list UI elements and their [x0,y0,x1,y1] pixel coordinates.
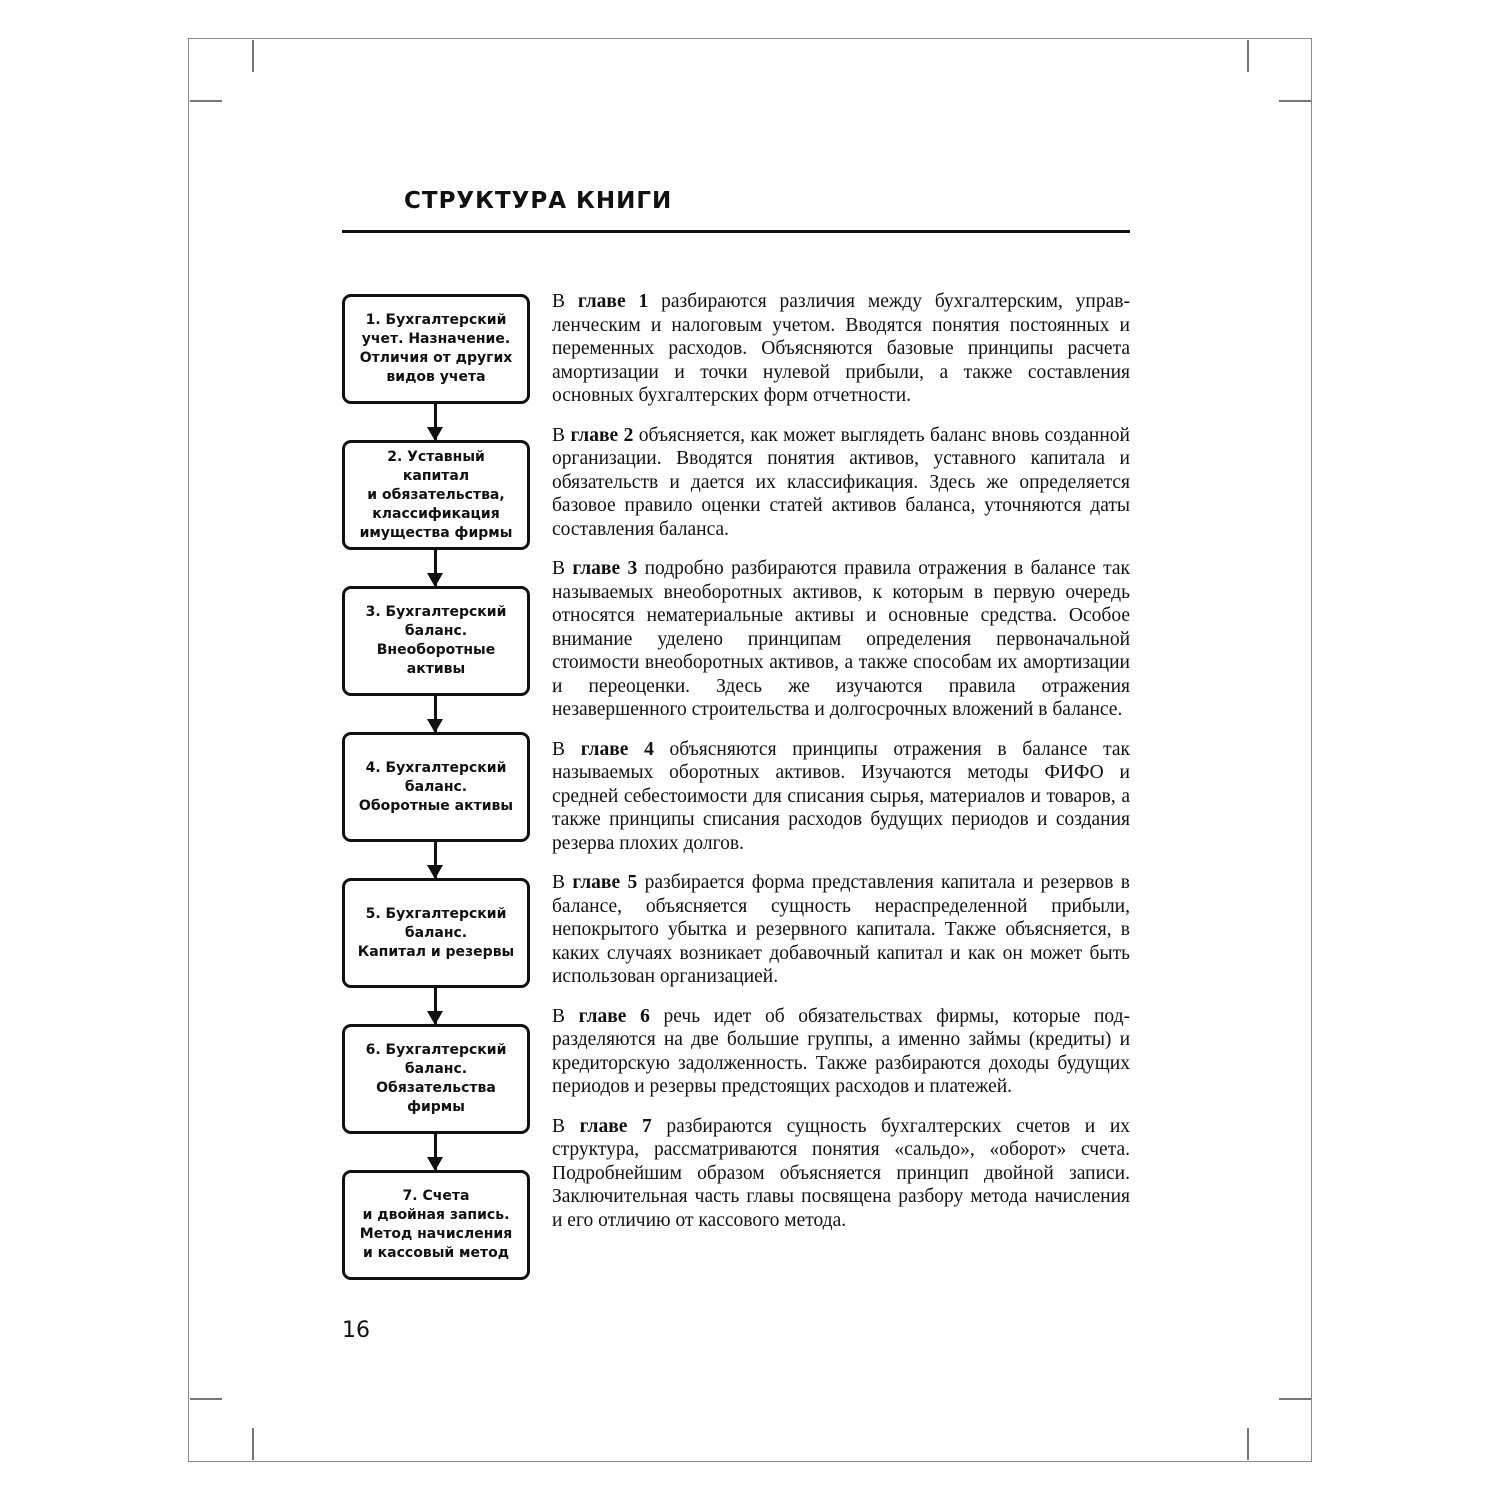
chapter-label: главе 3 [572,558,638,579]
crop-mark [190,100,222,102]
flow-arrow-down [434,404,437,440]
chapter-label: главе 5 [572,872,638,893]
flow-arrow-down [434,842,437,878]
chapter-label: главе 2 [570,424,634,446]
flow-step-3: 3. Бухгалтерский баланс. Внеоборотные активы [342,586,530,696]
chapter-paragraph: В главе 1 разбираются различия между бухгалтерским, управленческим и налоговым учетом. Вводятся понятия постоянных и переменных расходов. Объясняются базовые принципы расчета амортизации и точки нулевой прибыли, а также составления основных бухгалтерских форм отчетности. [552,291,1130,406]
chapter-paragraph: В главе 4 объясняются принципы отражения в балансе так называемых оборотных активов. Изучаются методы ФИФО и средней себестоимости для списания сырья, материалов и товаров, а также принципы списания расходов будущих периодов и создания резерва плохих долгов. [552,738,1130,854]
flow-arrow-down [434,696,437,732]
flow-arrow-down [434,1134,437,1170]
crop-mark [252,1428,254,1460]
chapter-label: главе 6 [578,1005,650,1027]
flow-arrow-down [434,550,437,586]
chapter-label: главе 7 [579,1115,652,1137]
page-number: 16 [342,1318,370,1343]
chapter-paragraph: В главе 5 разбирается форма представления капитала и резервов в балансе, объясняется сущность нераспределенной прибыли, непокрытого убытка и резервного капитала. Также объясняется, в каких случаях возникает добавочный капитал и как он может быть использован организацией. [552,872,1130,987]
chapter-paragraph: В главе 7 разбираются сущность бухгалтерских счетов и их структура, рассматриваются понятия «сальдо», «оборот» счета. Подробнейшим образом объясняется принцип двойной записи. Заключительная часть главы посвящена разбору метода начисления и его отличию от кассового метода. [552,1115,1131,1231]
flow-arrow-down [434,988,437,1024]
chapter-label: главе 1 [577,291,649,312]
flow-step-4: 4. Бухгалтерский баланс. Оборотные активы [342,732,530,842]
crop-mark [1247,40,1249,72]
page-title: СТРУКТУРА КНИГИ [404,188,673,214]
flow-step-5: 5. Бухгалтерский баланс. Капитал и резервы [342,878,530,988]
crop-mark [190,1398,222,1400]
chapter-paragraph: В главе 6 речь идет об обязательствах фирмы, которые подразделяются на две большие группы, а именно займы (кредиты) и кредиторскую задолженность. Также разбираются доходы будущих периодов и резервы предстоящих расходов и платежей. [552,1005,1130,1097]
title-rule [342,230,1130,233]
crop-mark [1279,100,1311,102]
crop-mark [1279,1398,1311,1400]
flow-step-2: 2. Уставный капитал и обязательства, классификация имущества фирмы [342,440,530,550]
chapter-paragraph: В главе 3 подробно разбираются правила отражения в балансе так называемых внеоборотных активов, к которым в первую очередь относятся нематериальные активы и основные средства. Особое внимание уделено принципам определения первоначальной стоимости внеоборотных активов, а также способам их амортизации и переоценки. Здесь же изучаются правила отражения незавершенного строительства и долгосрочных вложений в балансе. [552,558,1130,720]
chapter-paragraph: В главе 2 объясняется, как может выглядеть баланс вновь созданной организации. Вводятся понятия активов, уставного капитала и обязательств и дается их классификация. Здесь же определяется базовое правило оценки статей активов баланса, уточняются даты составления баланса. [552,424,1130,540]
chapter-descriptions [552,290,1130,1248]
chapter-flowchart [342,294,530,1284]
crop-mark [252,40,254,72]
chapter-label: главе 4 [580,738,654,760]
flow-step-1: 1. Бухгалтерский учет. Назначение. Отличия от других видов учета [342,294,530,404]
flow-step-7: 7. Счета и двойная запись. Метод начисления и кассовый метод [342,1170,530,1280]
flow-step-6: 6. Бухгалтерский баланс. Обязательства фирмы [342,1024,530,1134]
crop-mark [1247,1428,1249,1460]
